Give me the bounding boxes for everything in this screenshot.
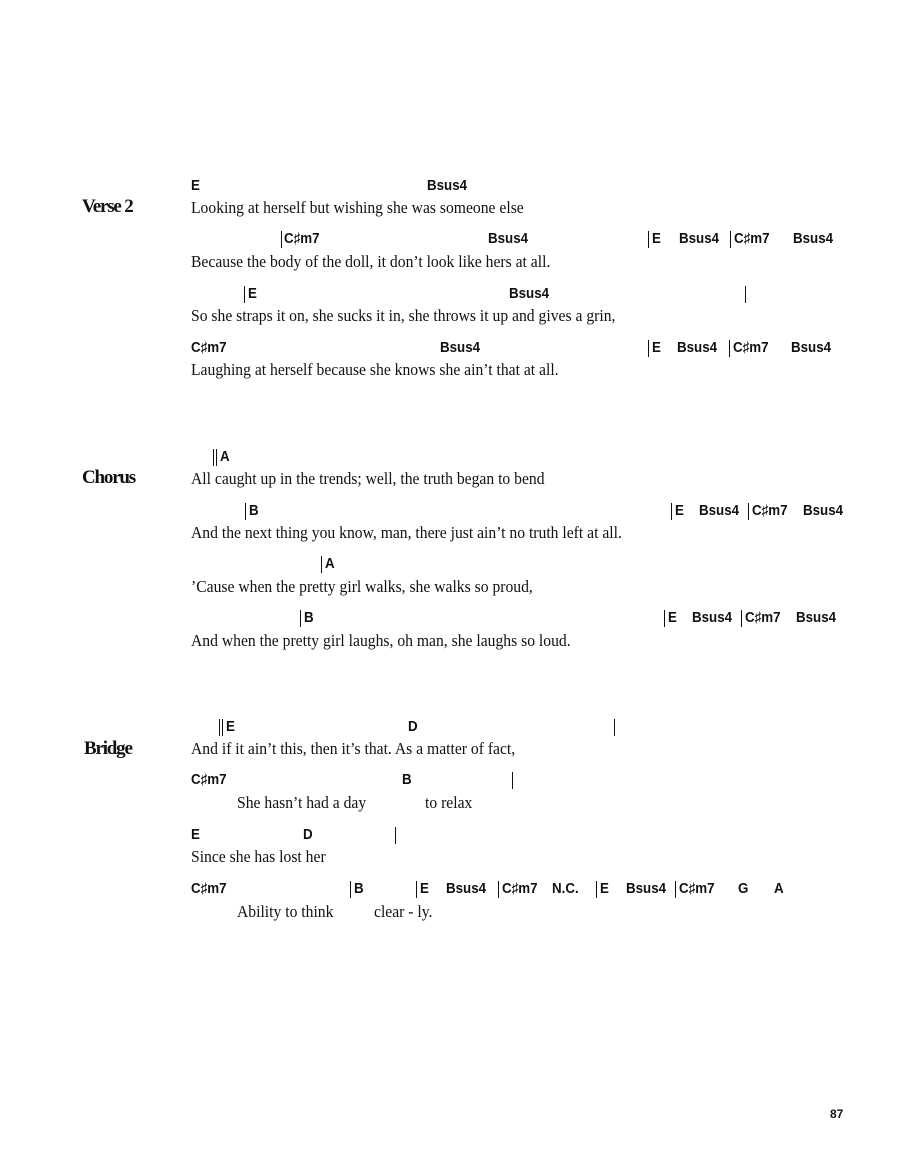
chord: E bbox=[191, 827, 200, 843]
bar-line bbox=[395, 827, 396, 844]
chord: Bsus4 bbox=[791, 340, 832, 356]
chord: Bsus4 bbox=[440, 340, 481, 356]
lyric-line: And when the pretty girl laughs, oh man, she laughs so loud. bbox=[191, 631, 571, 650]
bar-line bbox=[498, 881, 499, 898]
bar-line bbox=[675, 881, 676, 898]
chord: E bbox=[652, 340, 661, 356]
double-bar-line bbox=[213, 449, 217, 466]
chord: E bbox=[600, 881, 609, 897]
chord: C♯m7 bbox=[191, 881, 227, 897]
bar-line bbox=[730, 231, 731, 248]
bar-line bbox=[671, 503, 672, 520]
chord: B bbox=[402, 772, 412, 788]
chord: Bsus4 bbox=[692, 610, 733, 626]
lyric-line: Laughing at herself because she knows she ain’t that at all. bbox=[191, 360, 559, 379]
chord: A bbox=[325, 556, 335, 572]
chord: C♯m7 bbox=[284, 231, 320, 247]
chord: G bbox=[738, 881, 749, 897]
chord: E bbox=[675, 503, 684, 519]
page-number: 87 bbox=[830, 1107, 844, 1121]
bar-line bbox=[300, 610, 301, 627]
bar-line bbox=[648, 231, 649, 248]
bar-line bbox=[321, 556, 322, 573]
chord: B bbox=[249, 503, 259, 519]
section-label-chorus: Chorus bbox=[82, 467, 135, 488]
lyric-line: All caught up in the trends; well, the truth began to bend bbox=[191, 469, 545, 488]
chord: Bsus4 bbox=[446, 881, 487, 897]
bar-line bbox=[729, 340, 730, 357]
chord: A bbox=[774, 881, 784, 897]
chord: E bbox=[191, 178, 200, 194]
double-bar-line bbox=[219, 719, 223, 736]
chord: Bsus4 bbox=[677, 340, 718, 356]
chord: C♯m7 bbox=[191, 340, 227, 356]
chord: Bsus4 bbox=[488, 231, 529, 247]
bar-line bbox=[281, 231, 282, 248]
bar-line bbox=[748, 503, 749, 520]
lyric-line: Looking at herself but wishing she was someone else bbox=[191, 198, 524, 217]
chord: C♯m7 bbox=[679, 881, 715, 897]
chord: Bsus4 bbox=[699, 503, 740, 519]
chord: Bsus4 bbox=[679, 231, 720, 247]
chord: E bbox=[420, 881, 429, 897]
chord: E bbox=[226, 719, 235, 735]
chord: E bbox=[652, 231, 661, 247]
bar-line bbox=[745, 286, 746, 303]
lyric-line: And the next thing you know, man, there just ain’t no truth left at all. bbox=[191, 523, 622, 542]
lyric-line: And if it ain’t this, then it’s that. As a matter of fact, bbox=[191, 739, 516, 758]
chord: C♯m7 bbox=[733, 340, 769, 356]
lyric-line: ’Cause when the pretty girl walks, she walks so proud, bbox=[191, 577, 533, 596]
chord: C♯m7 bbox=[502, 881, 538, 897]
lyric-fragment: She hasn’t had a day bbox=[237, 793, 367, 812]
chord: B bbox=[304, 610, 314, 626]
chord: E bbox=[248, 286, 257, 302]
chord: B bbox=[354, 881, 364, 897]
bar-line bbox=[244, 286, 245, 303]
bar-line bbox=[596, 881, 597, 898]
chord: C♯m7 bbox=[745, 610, 781, 626]
chord: Bsus4 bbox=[793, 231, 834, 247]
bar-line bbox=[614, 719, 615, 736]
chord: C♯m7 bbox=[752, 503, 788, 519]
chord: D bbox=[303, 827, 313, 843]
chord: C♯m7 bbox=[734, 231, 770, 247]
bar-line bbox=[350, 881, 351, 898]
chord: C♯m7 bbox=[191, 772, 227, 788]
chord: E bbox=[668, 610, 677, 626]
section-label-verse-2: Verse 2 bbox=[82, 196, 133, 217]
lyric-line: So she straps it on, she sucks it in, she throws it up and gives a grin, bbox=[191, 306, 616, 325]
chord: D bbox=[408, 719, 418, 735]
chord: Bsus4 bbox=[626, 881, 667, 897]
chord: Bsus4 bbox=[796, 610, 837, 626]
chord: Bsus4 bbox=[803, 503, 844, 519]
bar-line bbox=[416, 881, 417, 898]
chord: N.C. bbox=[552, 881, 579, 897]
section-label-bridge: Bridge bbox=[84, 738, 132, 759]
lyric-fragment: Ability to think bbox=[237, 902, 334, 921]
bar-line bbox=[512, 772, 513, 789]
bar-line bbox=[664, 610, 665, 627]
bar-line bbox=[245, 503, 246, 520]
lyric-fragment: clear - ly. bbox=[374, 902, 433, 921]
chord: Bsus4 bbox=[509, 286, 550, 302]
lyric-fragment: to relax bbox=[425, 793, 473, 812]
lyric-line: Because the body of the doll, it don’t look like hers at all. bbox=[191, 252, 551, 271]
chord: Bsus4 bbox=[427, 178, 468, 194]
bar-line bbox=[741, 610, 742, 627]
chord: A bbox=[220, 449, 230, 465]
bar-line bbox=[648, 340, 649, 357]
lyric-line: Since she has lost her bbox=[191, 847, 326, 866]
